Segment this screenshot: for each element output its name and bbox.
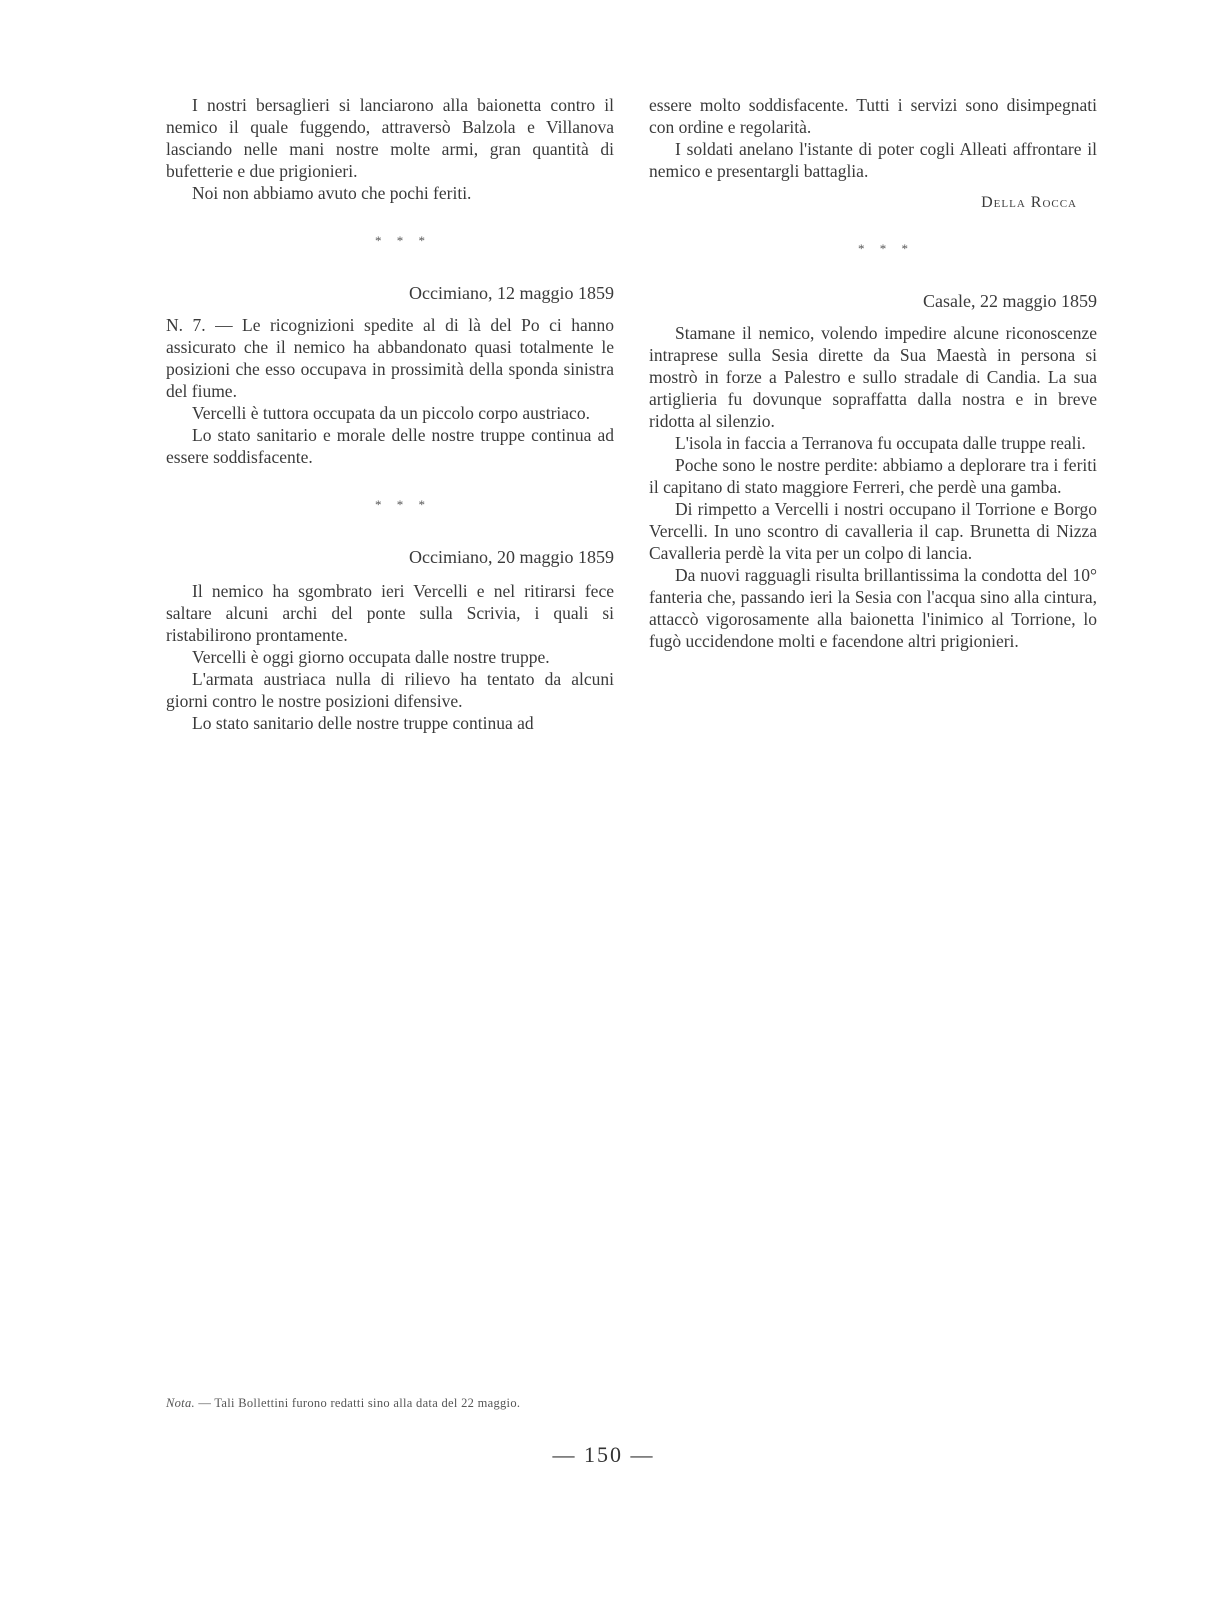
paragraph: Lo stato sanitario e morale delle nostre truppe continua ad essere soddisfacente.	[166, 425, 614, 467]
page-number: — 150 —	[552, 1442, 655, 1467]
footnote-text: — Tali Bollettini furono redatti sino alla data del 22 maggio.	[194, 1396, 521, 1410]
paragraph: essere molto soddisfacente. Tutti i servizi sono disimpegnati con ordine e regolarità.	[649, 95, 1097, 137]
signature: Della Rocca	[981, 194, 1077, 211]
paragraph: L'armata austriaca nulla di rilievo ha tentato da alcuni giorni contro le nostre posizioni difensive.	[166, 669, 614, 711]
footnote-label: Nota.	[166, 1396, 195, 1410]
footnote	[166, 1396, 520, 1411]
paragraph: Stamane il nemico, volendo impedire alcune riconoscenze intraprese sulla Sesia dirette da Sua Maestà in persona si mostrò in forze a Palestro e sullo stradale di Candia. La sua artiglieria fu dovunque sopraffatta dalla nostra e in breve ridotta al silenzio.	[649, 323, 1097, 431]
paragraph: Lo stato sanitario delle nostre truppe continua ad	[192, 713, 534, 733]
dateline: Casale, 22 maggio 1859	[923, 291, 1097, 311]
paragraph: Vercelli è tuttora occupata da un piccolo corpo austriaco.	[192, 403, 590, 423]
paragraph: N. 7. — Le ricognizioni spedite al di là del Po ci hanno assicurato che il nemico ha abbandonato quasi totalmente le posizioni che esso occupava in prossimità della sponda sinistra del fiume.	[166, 315, 614, 401]
section-separator: * * *	[375, 497, 431, 512]
paragraph: Vercelli è oggi giorno occupata dalle nostre truppe.	[192, 647, 550, 667]
dateline: Occimiano, 20 maggio 1859	[409, 547, 614, 567]
paragraph: Da nuovi ragguagli risulta brillantissima la condotta del 10° fanteria che, passando ieri la Sesia con l'acqua sino alla cintura, attaccò vigorosamente alla baionetta l'inimico al Torrione, lo fugò uccidendone molti e facendone altri prigionieri.	[649, 565, 1097, 651]
paragraph: I nostri bersaglieri si lanciarono alla baionetta contro il nemico il quale fuggendo, attraversò Balzola e Villanova lasciando nelle mani nostre molte armi, gran quantità di bufetterie e due prigionieri.	[166, 95, 614, 181]
paragraph: L'isola in faccia a Terranova fu occupata dalle truppe reali.	[675, 433, 1086, 453]
paragraph: Poche sono le nostre perdite: abbiamo a deplorare tra i feriti il capitano di stato maggiore Ferreri, che perdè una gamba.	[649, 455, 1097, 497]
section-separator: * * *	[858, 241, 914, 256]
left-column	[166, 94, 614, 734]
paragraph: I soldati anelano l'istante di poter cogli Alleati affrontare il nemico e presentargli battaglia.	[649, 139, 1097, 181]
paragraph: Di rimpetto a Vercelli i nostri occupano il Torrione e Borgo Vercelli. In uno scontro di cavalleria il cap. Brunetta di Nizza Cavalleria perdè la vita per un colpo di lancia.	[649, 499, 1097, 563]
right-column	[649, 94, 1097, 652]
dateline: Occimiano, 12 maggio 1859	[409, 283, 614, 303]
paragraph: Noi non abbiamo avuto che pochi feriti.	[192, 183, 472, 203]
paragraph: Il nemico ha sgombrato ieri Vercelli e nel ritirarsi fece saltare alcuni archi del ponte sulla Scrivia, i quali si ristabilirono prontamente.	[166, 581, 614, 645]
section-separator: * * *	[375, 233, 431, 248]
